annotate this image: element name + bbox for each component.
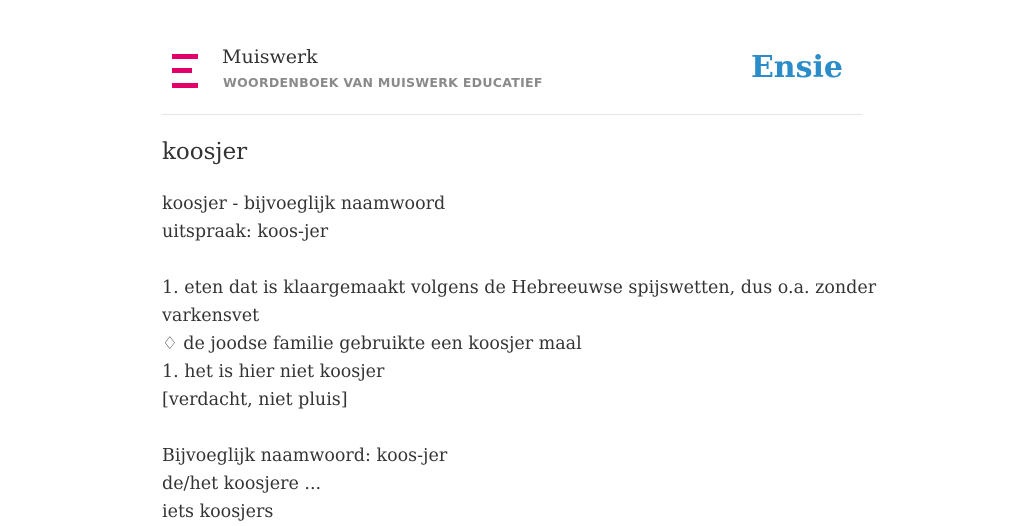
definition-line-blank <box>162 246 862 274</box>
site-subtitle: WOORDENBOEK VAN MUISWERK EDUCATIEF <box>223 75 543 90</box>
definition-line-inflection: iets koosjers <box>162 502 274 522</box>
definition-line-pronunciation: uitspraak: koos-jer <box>162 222 329 242</box>
site-header <box>162 0 862 115</box>
definition-line-expression: 1. het is hier niet koosjer <box>162 362 385 382</box>
definition-line-word-class: koosjer - bijvoeglijk naamwoord <box>162 194 446 214</box>
entry-content <box>162 136 877 526</box>
ensie-brand-link[interactable]: Ensie <box>750 50 843 85</box>
definition-line-inflection-heading: Bijvoeglijk naamwoord: koos-jer <box>162 446 448 466</box>
definition-line-meaning: 1. eten dat is klaargemaakt volgens de Hebreeuwse spijswetten, dus o.a. zonder <box>162 278 877 298</box>
definition-line-example: ♢ de joodse familie gebruikte een koosjer maal <box>162 334 582 354</box>
definition-body <box>162 190 877 526</box>
definition-line-expression-meaning: [verdacht, niet pluis] <box>162 390 348 410</box>
definition-line-inflection: de/het koosjere ... <box>162 474 322 494</box>
site-title[interactable]: Muiswerk <box>222 46 318 68</box>
muiswerk-logo-icon[interactable] <box>172 54 200 88</box>
entry-title: koosjer <box>162 139 248 165</box>
definition-line-meaning-continued: varkensvet <box>162 306 260 326</box>
definition-line-blank <box>162 414 862 442</box>
